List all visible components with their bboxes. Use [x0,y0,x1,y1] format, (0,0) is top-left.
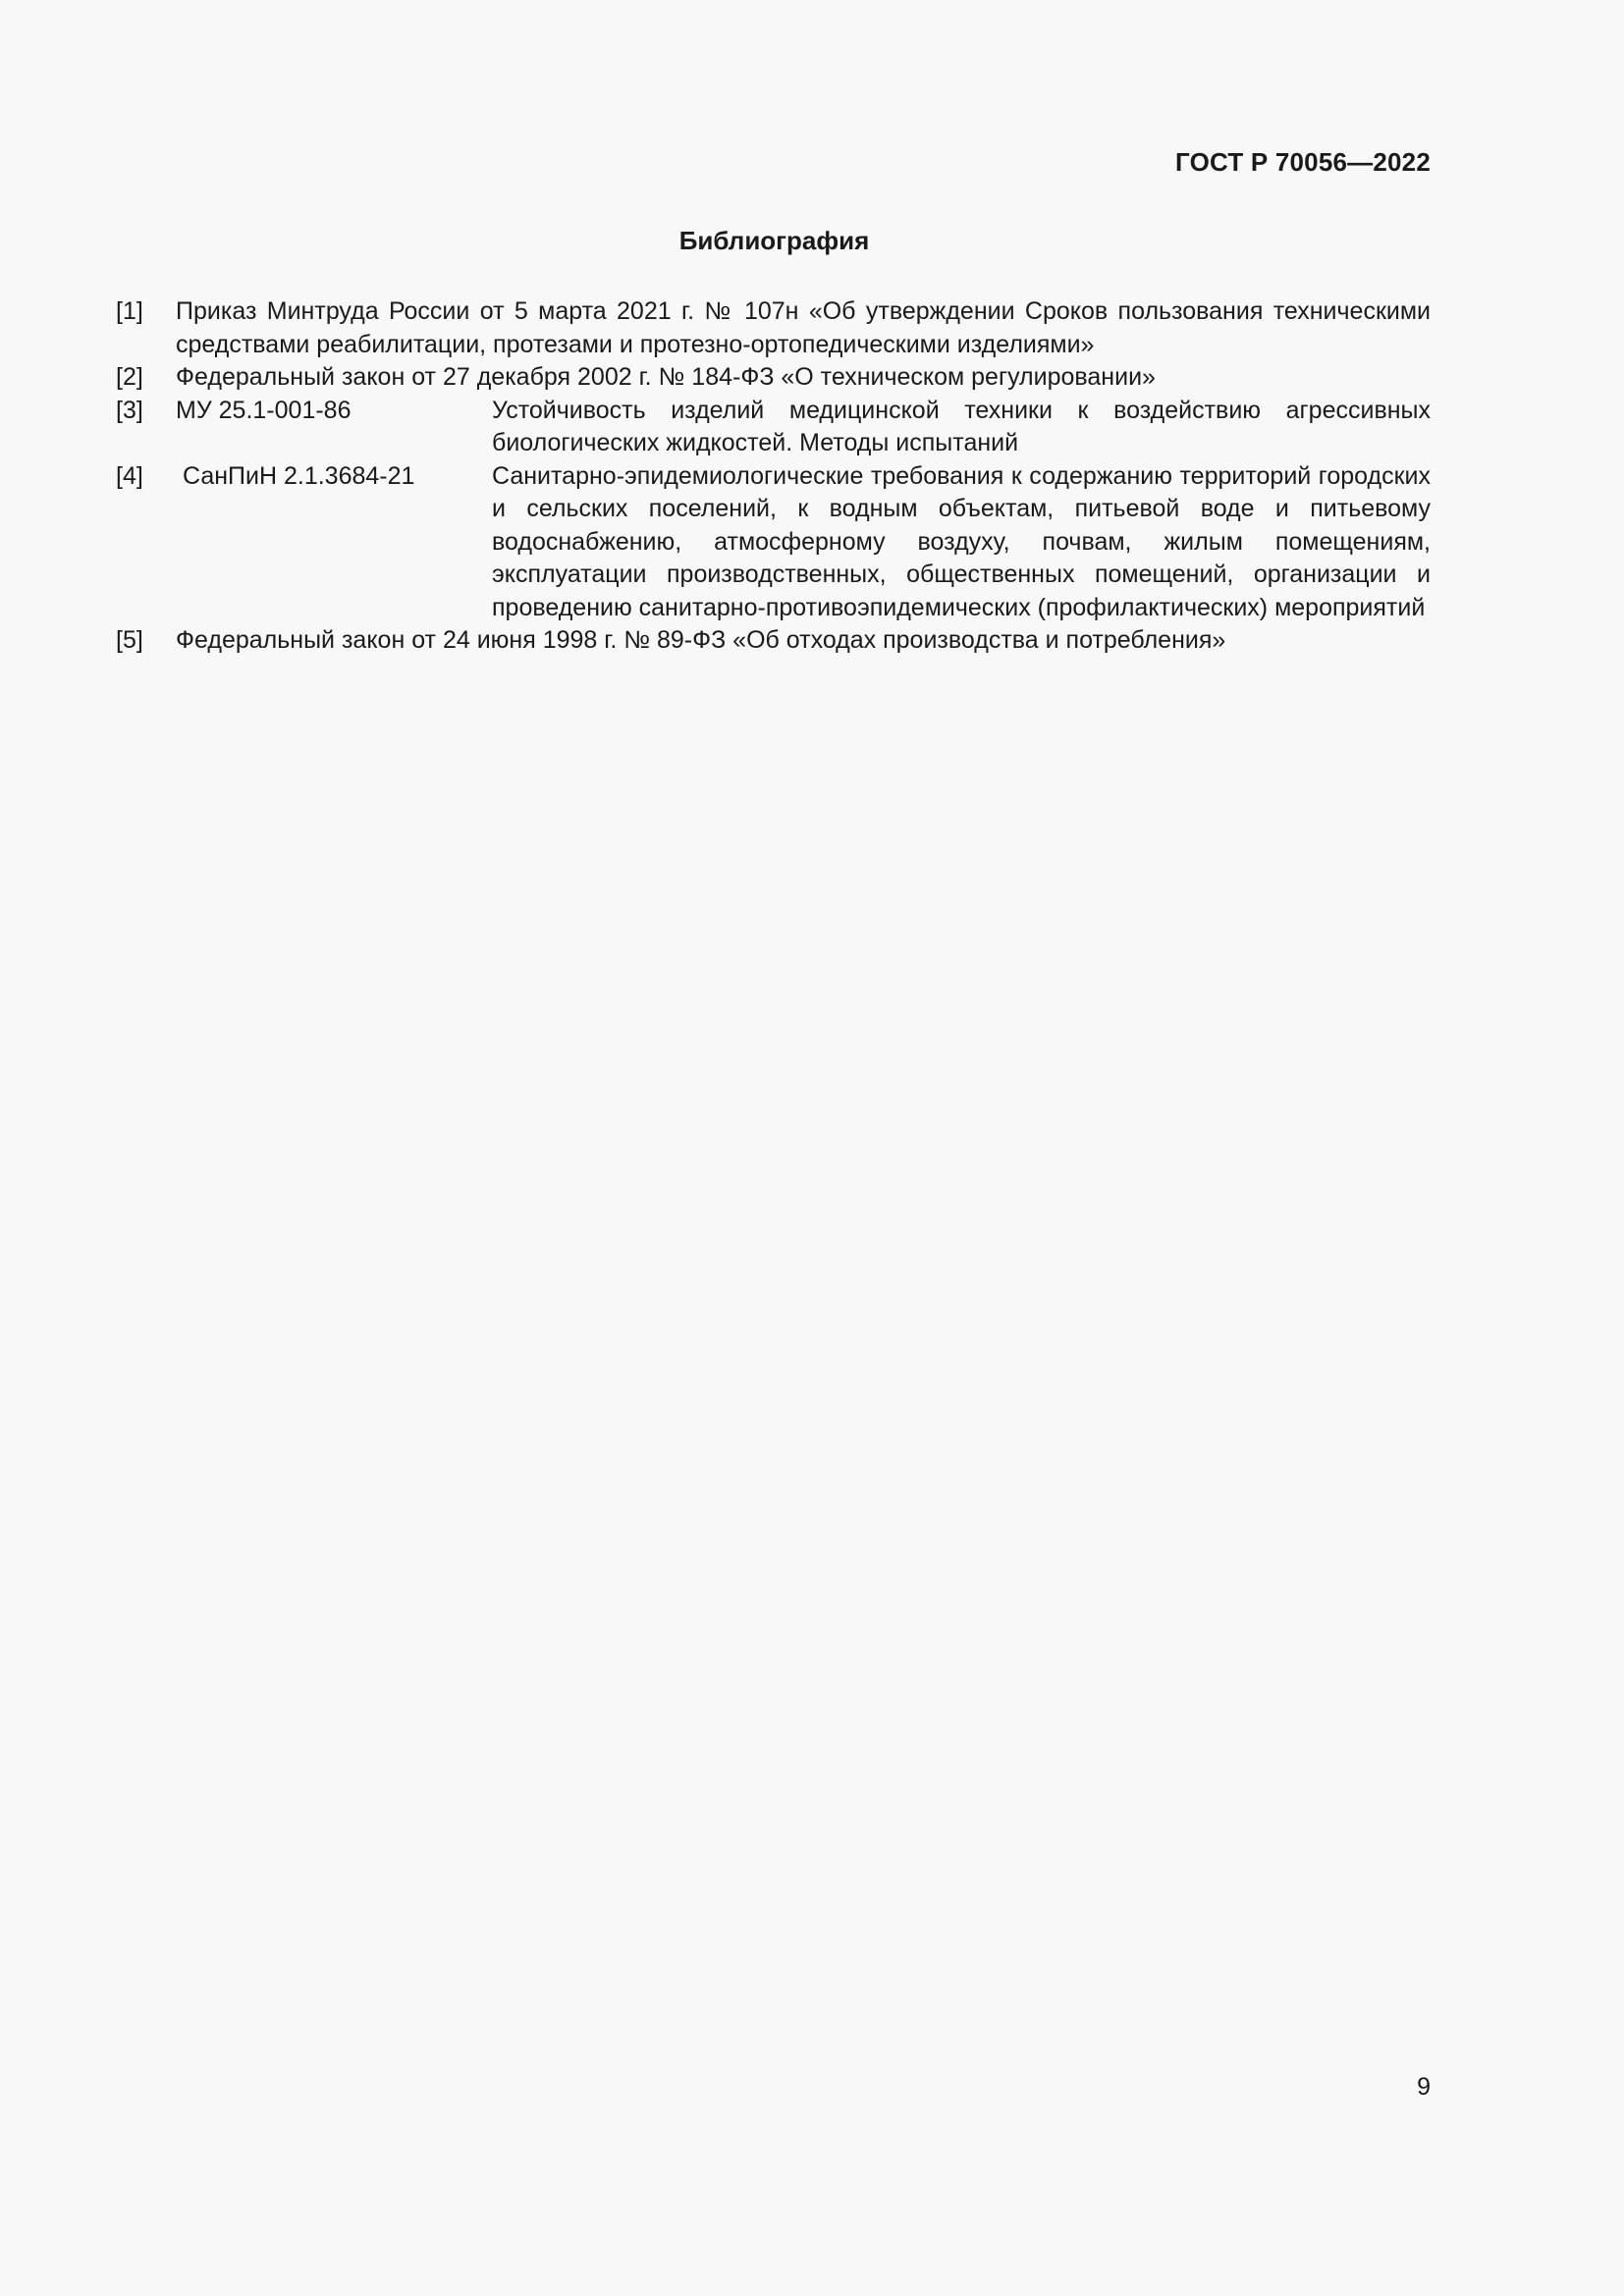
reference-item-5 [116,624,1431,658]
reference-text: Федеральный закон от 27 декабря 2002 г. № 184-ФЗ «О техническом регулировании» [176,363,1156,391]
reference-text: Санитарно-эпидемиологические требования к содержанию территорий городских и сельских поселений, к водным объектам, питьевой воде и питьевому водоснабжению, атмосферному воздуху, почвам, жилым помещениям, эксплуатации производственных, общественных помещений, организации и проведению санитарно-противоэпидемических (профилактических) мероприятий [492,461,1431,621]
reference-number: [3] [116,396,143,424]
reference-text: Федеральный закон от 24 июня 1998 г. № 89-ФЗ «Об отходах производства и потребления» [176,626,1226,654]
reference-item-4 [116,460,1431,625]
reference-number: [1] [116,297,143,325]
section-title: Библиография [678,226,870,255]
bibliography-list [116,295,1431,658]
reference-item-3 [116,395,1431,460]
reference-number: [2] [116,363,143,391]
reference-number: [5] [116,626,143,654]
reference-text: Устойчивость изделий медицинской техники к воздействию агрессивных биологических жидкостей. Методы испытаний [492,396,1431,456]
reference-item-1 [116,295,1431,361]
document-code: ГОСТ Р 70056—2022 [1175,147,1431,177]
reference-number: [4] [116,461,143,490]
reference-item-2 [116,361,1431,395]
reference-code: СанПиН 2.1.3684-21 [183,461,415,490]
reference-text: Приказ Минтруда России от 5 марта 2021 г. № 107н «Об утверждении Сроков пользования техническими средствами реабилитации, протезами и протезно-ортопедическими изделиями» [176,297,1431,358]
reference-code: МУ 25.1-001-86 [176,396,352,424]
page-number: 9 [1417,2073,1431,2101]
